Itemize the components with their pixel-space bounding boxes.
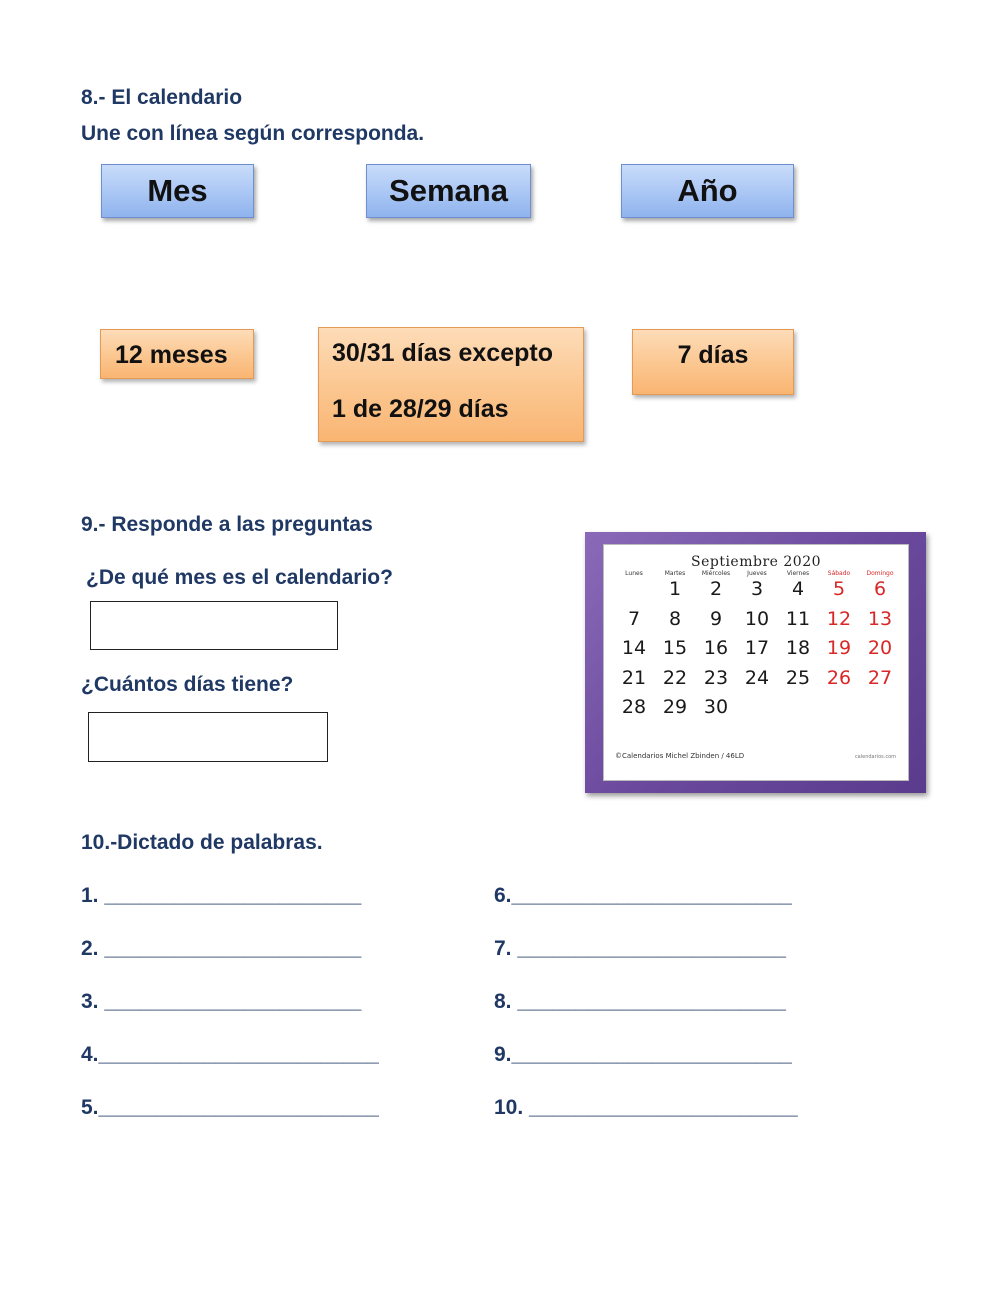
calendar-weekday-2: Miércoles [701, 570, 731, 577]
calendar-site: calendarios.com [854, 754, 896, 760]
question-days: ¿Cuántos días tiene? [81, 673, 294, 696]
calendar-weekday-6: Domingo [866, 570, 894, 577]
calendar-day-22: 22 [662, 667, 688, 689]
section-8-instruction: Une con línea según corresponda. [81, 122, 425, 145]
calendar-day-26: 26 [826, 667, 852, 689]
dictation-line-10[interactable]: 10. _______________________ [494, 1096, 798, 1119]
dictation-line-9[interactable]: 9.________________________ [494, 1043, 792, 1066]
calendar-weekday-1: Martes [664, 570, 686, 577]
calendar-day-29: 29 [662, 696, 688, 718]
match-box-ano[interactable]: Año [621, 164, 794, 218]
match-box-7-dias-label: 7 días [677, 341, 749, 369]
calendar-day-11: 11 [785, 608, 811, 630]
match-box-7-dias[interactable] [632, 329, 794, 395]
calendar-day-16: 16 [703, 637, 729, 659]
dictation-line-4[interactable]: 4.________________________ [81, 1043, 379, 1066]
calendar-weekday-0: Lunes [625, 570, 643, 577]
calendar-day-4: 4 [791, 578, 805, 600]
calendar-day-12: 12 [826, 608, 852, 630]
calendar-day-8: 8 [668, 608, 682, 630]
calendar-day-21: 21 [621, 667, 647, 689]
dictation-line-6[interactable]: 6.________________________ [494, 884, 792, 907]
calendar-day-23: 23 [703, 667, 729, 689]
dictation-line-7[interactable]: 7. _______________________ [494, 937, 786, 960]
answer-days-field[interactable] [88, 712, 328, 762]
dictation-line-1[interactable]: 1. ______________________ [81, 884, 362, 907]
match-box-12-meses[interactable] [100, 329, 254, 379]
calendar-day-13: 13 [867, 608, 893, 630]
calendar-day-25: 25 [785, 667, 811, 689]
calendar-day-15: 15 [662, 637, 688, 659]
calendar-day-20: 20 [867, 637, 893, 659]
calendar-day-2: 2 [709, 578, 723, 600]
calendar-day-18: 18 [785, 637, 811, 659]
match-box-mes[interactable]: Mes [101, 164, 254, 218]
calendar-day-6: 6 [873, 578, 887, 600]
calendar-day-19: 19 [826, 637, 852, 659]
calendar-image [585, 532, 926, 793]
calendar-day-14: 14 [621, 637, 647, 659]
calendar-day-3: 3 [750, 578, 764, 600]
section-9-title: 9.- Responde a las preguntas [81, 513, 373, 536]
calendar-day-28: 28 [621, 696, 647, 718]
calendar-day-30: 30 [703, 696, 729, 718]
calendar-grid [604, 545, 910, 782]
answer-month-field[interactable] [90, 601, 338, 650]
calendar-paper [603, 544, 909, 781]
dictation-line-5[interactable]: 5.________________________ [81, 1096, 379, 1119]
section-10-title: 10.-Dictado de palabras. [81, 831, 323, 854]
calendar-weekday-5: Sábado [827, 570, 851, 577]
dictation-line-8[interactable]: 8. _______________________ [494, 990, 786, 1013]
dictation-line-3[interactable]: 3. ______________________ [81, 990, 362, 1013]
match-box-30-31-dias[interactable] [318, 327, 584, 442]
match-box-12-meses-label: 12 meses [115, 341, 228, 369]
section-8-title: 8.- El calendario [81, 86, 243, 109]
calendar-day-7: 7 [627, 608, 641, 630]
calendar-weekday-4: Viernes [786, 570, 810, 577]
calendar-day-17: 17 [744, 637, 770, 659]
calendar-day-24: 24 [744, 667, 770, 689]
calendar-weekday-3: Jueves [747, 570, 767, 577]
calendar-title: Septiembre 2020 [690, 554, 822, 570]
calendar-day-9: 9 [709, 608, 723, 630]
calendar-credit: ©Calendarios Michel Zbinden / 46LD [615, 752, 745, 760]
dictation-line-2[interactable]: 2. ______________________ [81, 937, 362, 960]
calendar-day-1: 1 [668, 578, 682, 600]
match-box-30-31-line2: 1 de 28/29 días [332, 395, 509, 423]
calendar-day-5: 5 [832, 578, 846, 600]
calendar-day-10: 10 [744, 608, 770, 630]
match-box-30-31-line1: 30/31 días excepto [332, 339, 553, 367]
calendar-day-27: 27 [867, 667, 893, 689]
match-box-semana[interactable]: Semana [366, 164, 531, 218]
question-month: ¿De qué mes es el calendario? [86, 566, 393, 589]
